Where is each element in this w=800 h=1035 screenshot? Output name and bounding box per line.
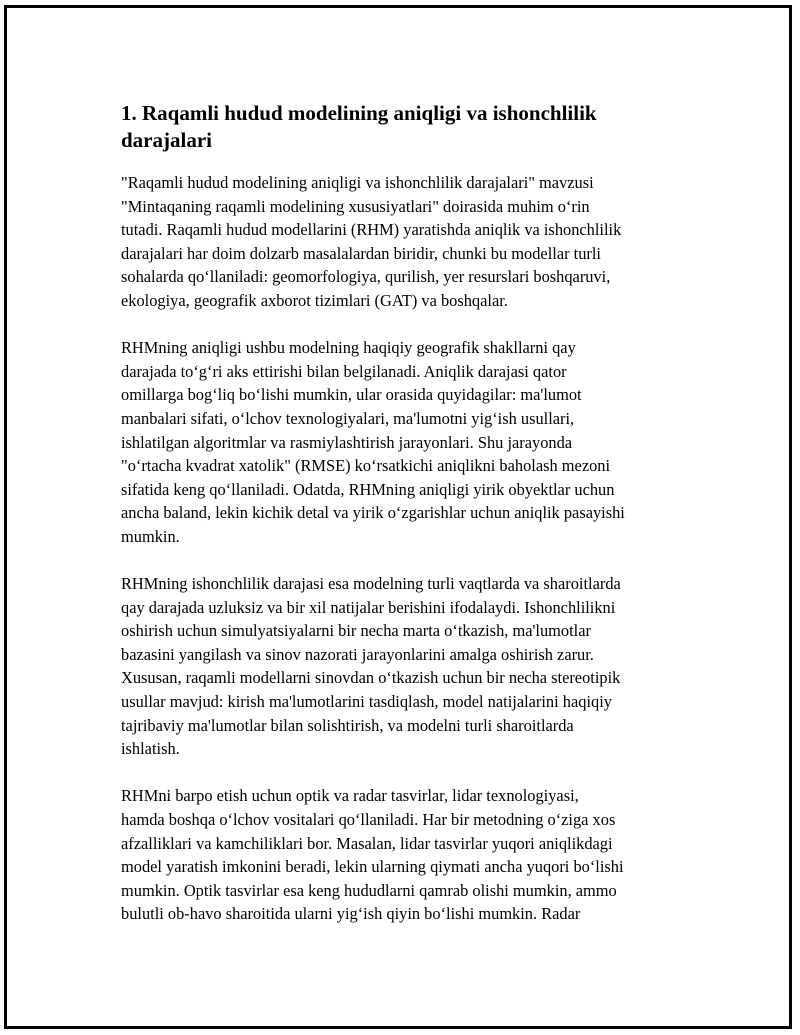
paragraph-1 bbox=[121, 171, 701, 313]
text-line: bulutli ob-havo sharoitida ularni yigʻish qiyin boʻlishi mumkin. Radar bbox=[121, 904, 581, 924]
text-line: qay darajada uzluksiz va bir xil natijalar berishini ifodalaydi. Ishonchlilikni bbox=[121, 597, 616, 617]
text-line: hamda boshqa oʻlchov vositalari qoʻllaniladi. Har bir metodning oʻziga xos bbox=[121, 810, 616, 830]
text-line: ishlatish. bbox=[121, 739, 180, 759]
text-line: model yaratish imkonini beradi, lekin ularning qiymati ancha yuqori boʻlishi bbox=[121, 857, 624, 877]
text-line: oshirish uchun simulyatsiyalarni bir necha marta oʻtkazish, ma'lumotlar bbox=[121, 621, 591, 641]
text-line: "Raqamli hudud modelining aniqligi va ishonchlilik darajalari" mavzusi bbox=[121, 173, 594, 192]
page-frame bbox=[4, 5, 792, 1029]
document-body bbox=[121, 100, 701, 950]
text-line: ekologiya, geografik axborot tizimlari (GAT) va boshqalar. bbox=[121, 290, 508, 310]
text-line: Xususan, raqamli modellarni sinovdan oʻtkazish uchun bir necha stereotipik bbox=[121, 668, 621, 688]
heading-line: 1. Raqamli hudud modelining aniqligi va ishonchlilik bbox=[121, 101, 597, 125]
text-line: ishlatilgan algoritmlar va rasmiylashtirish jarayonlari. Shu jarayonda bbox=[121, 432, 573, 452]
heading-line: darajalari bbox=[121, 128, 212, 152]
text-line: mumkin. bbox=[121, 526, 180, 546]
text-line: ancha baland, lekin kichik detal va yirik oʻzgarishlar uchun aniqlik pasayishi bbox=[121, 503, 625, 523]
text-line: omillarga bogʻliq boʻlishi mumkin, ular orasida quyidagilar: ma'lumot bbox=[121, 385, 582, 405]
text-line: "oʻrtacha kvadrat xatolik" (RMSE) koʻrsatkichi aniqlikni baholash mezoni bbox=[121, 456, 611, 476]
paragraph-2 bbox=[121, 336, 701, 548]
paragraph-3 bbox=[121, 572, 701, 761]
text-line: RHMning ishonchlilik darajasi esa modelning turli vaqtlarda va sharoitlarda bbox=[121, 574, 621, 594]
text-line: sifatida keng qoʻllaniladi. Odatda, RHMning aniqligi yirik obyektlar uchun bbox=[121, 479, 615, 499]
text-line: RHMning aniqligi ushbu modelning haqiqiy geografik shakllarni qay bbox=[121, 338, 576, 358]
text-line: "Mintaqaning raqamli modelining xususiyatlari" doirasida muhim oʻrin bbox=[121, 196, 590, 216]
text-line: sohalarda qoʻllaniladi: geomorfologiya, qurilish, yer resurslari boshqaruvi, bbox=[121, 267, 611, 287]
text-line: darajalari har doim dolzarb masalalardan biridir, chunki bu modellar turli bbox=[121, 243, 601, 263]
text-line: darajada toʻgʻri aks ettirishi bilan belgilanadi. Aniqlik darajasi qator bbox=[121, 361, 567, 381]
text-line: manbalari sifati, oʻlchov texnologiyalari, ma'lumotni yigʻish usullari, bbox=[121, 408, 575, 428]
text-line: mumkin. Optik tasvirlar esa keng hududlarni qamrab olishi mumkin, ammo bbox=[121, 880, 617, 900]
text-line: RHMni barpo etish uchun optik va radar tasvirlar, lidar texnologiyasi, bbox=[121, 786, 579, 806]
text-line: tutadi. Raqamli hudud modellarini (RHM) yaratishda aniqlik va ishonchlilik bbox=[121, 220, 622, 240]
text-line: afzalliklari va kamchiliklari bor. Masalan, lidar tasvirlar yuqori aniqlikdagi bbox=[121, 833, 613, 853]
section-heading bbox=[121, 100, 701, 154]
paragraph-4 bbox=[121, 784, 701, 926]
text-line: usullar mavjud: kirish ma'lumotlarini tasdiqlash, model natijalarini haqiqiy bbox=[121, 692, 612, 712]
text-line: bazasini yangilash va sinov nazorati jarayonlarini amalga oshirish zarur. bbox=[121, 644, 594, 664]
text-line: tajribaviy ma'lumotlar bilan solishtirish, va modelni turli sharoitlarda bbox=[121, 715, 574, 735]
